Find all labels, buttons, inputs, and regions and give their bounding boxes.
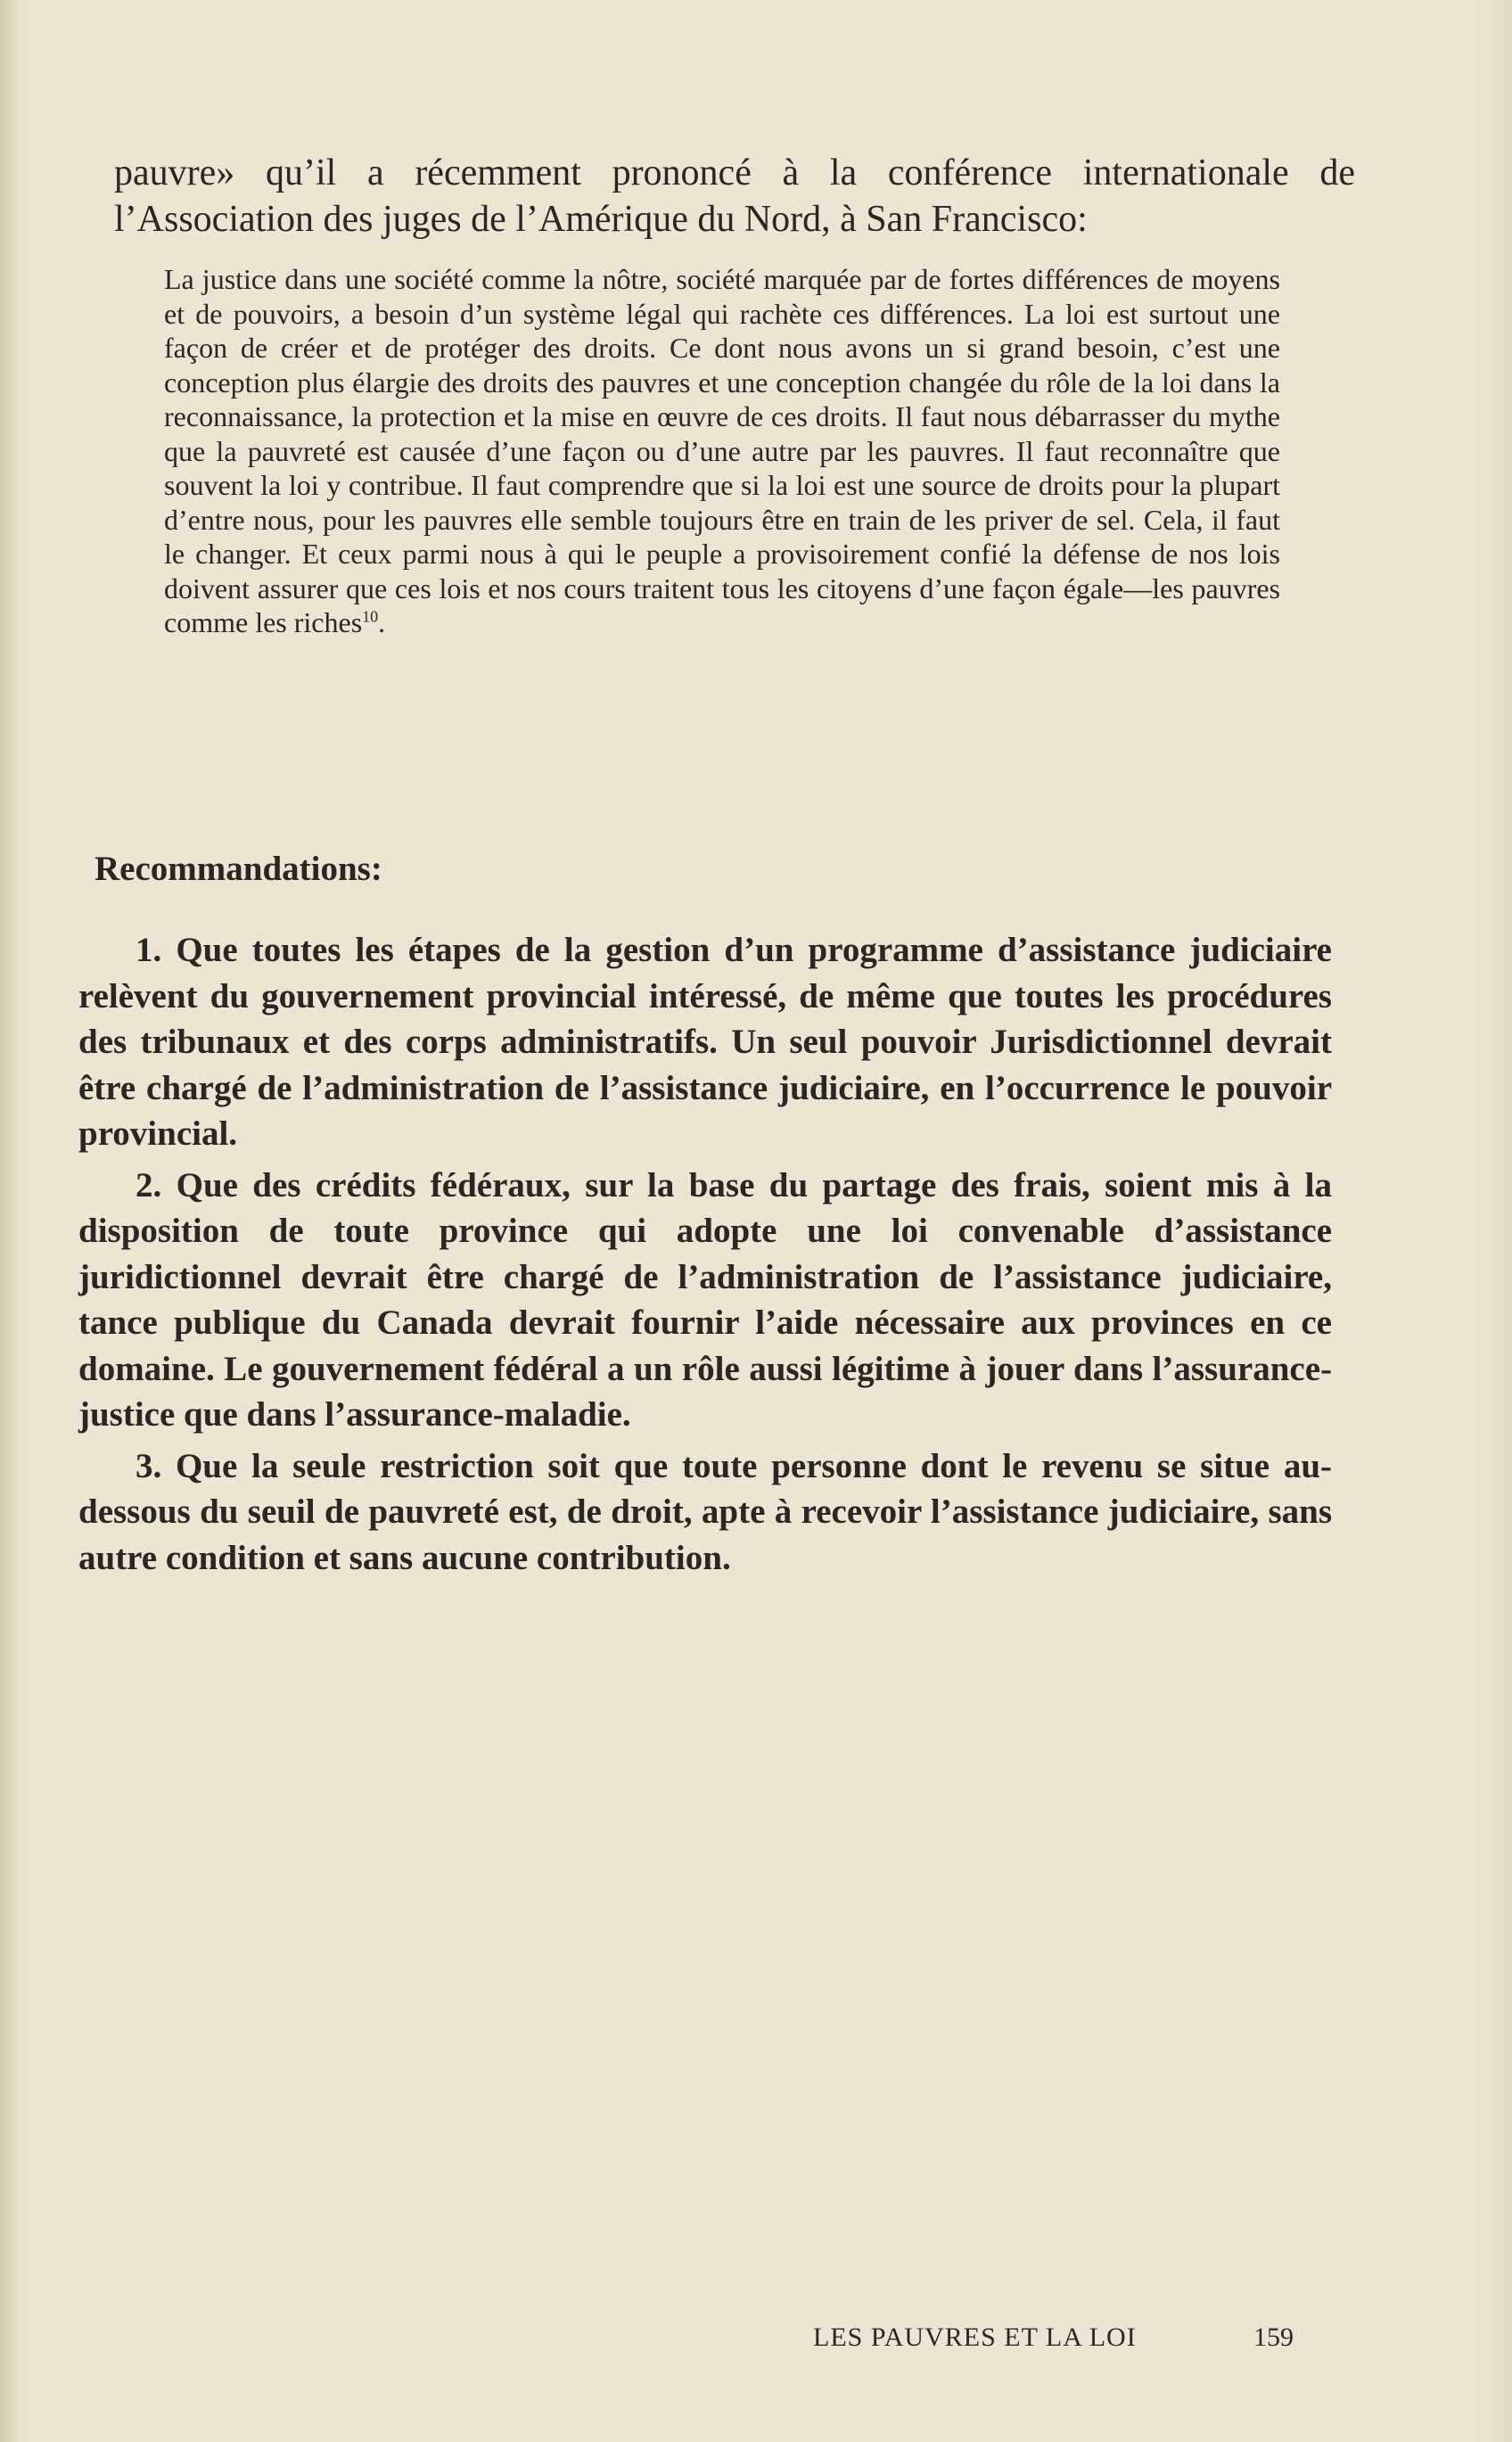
recommendation-2: 2. Que des crédits fédéraux, sur la base du partage des frais, soient mis à la disposition de toute province qui adopte une loi convenable d’assistance juridictionnel devrait être chargé de l’administration de l’assistance judiciaire, tance publique du Canada devrait fournir l’aide nécessaire aux provinces en ce domaine. Le gouvernement fédéral a un rôle aussi légitime à jouer dans l’assurance-justice que dans l’assurance-maladie. (78, 1165, 1332, 1434)
page-number: 159 (1253, 2323, 1294, 2352)
footnote-reference: 10 (362, 607, 379, 626)
intro-paragraph: pauvre» qu’il a récemment prononcé à la conférence internationale de l’Association des juges de l’Amérique du Nord, à San Francisco: (114, 152, 1355, 240)
quote-text: La justice dans une société comme la nôtre, société marquée par de fortes différences de moyens et de pouvoirs, a besoin d’un système légal qui rachète ces différences. La loi est surtout une façon de créer et de protéger des droits. Ce dont nous avons un si grand besoin, c’est une conception plus élargie des droits des pauvres et une conception changée du rôle de la loi dans la reconnaissance, la protection et la mise en œuvre de ces droits. Il faut nous débarrasser du mythe que la pauvreté est causée d’une façon ou d’une autre par les pauvres. Il faut reconnaître que souvent la loi y contribue. Il faut comprendre que si la loi est une source de droits pour la plupart d’entre nous, pour les pauvres elle semble toujours être en train de les priver de sel. Cela, il faut le changer. Et ceux parmi nous à qui le peuple a provisoirement confié la défense de nos lois doivent assurer que ces lois et nos cours traitent tous les citoyens d’une façon égale—les pauvres comme les riches (164, 263, 1280, 638)
running-head: LES PAUVRES ET LA LOI (813, 2323, 1137, 2352)
page-outer-shade (1476, 0, 1512, 2442)
quote-end-punctuation: . (378, 606, 386, 638)
recommendation-1: 1. Que toutes les étapes de la gestion d’un programme d’assistance judiciaire relèvent du gouvernement provincial intéressé, de même que toutes les procédures des tribunaux et des corps administratifs. Un seul pouvoir Jurisdictionnel devrait être chargé de l’administration de l’assistance judiciaire, en l’occurrence le pouvoir provincial. (78, 931, 1332, 1153)
block-quote (164, 262, 1280, 640)
page-gutter-edge (0, 0, 23, 2442)
section-title: Recommandations: (94, 850, 382, 888)
recommendation-3: 3. Que la seule restriction soit que toute personne dont le revenu se situe au-dessous du seuil de pauvreté est, de droit, apte à recevoir l’assistance judiciaire, sans autre condition et sans aucune contribution. (78, 1446, 1332, 1577)
recommendations-list (78, 927, 1332, 1586)
